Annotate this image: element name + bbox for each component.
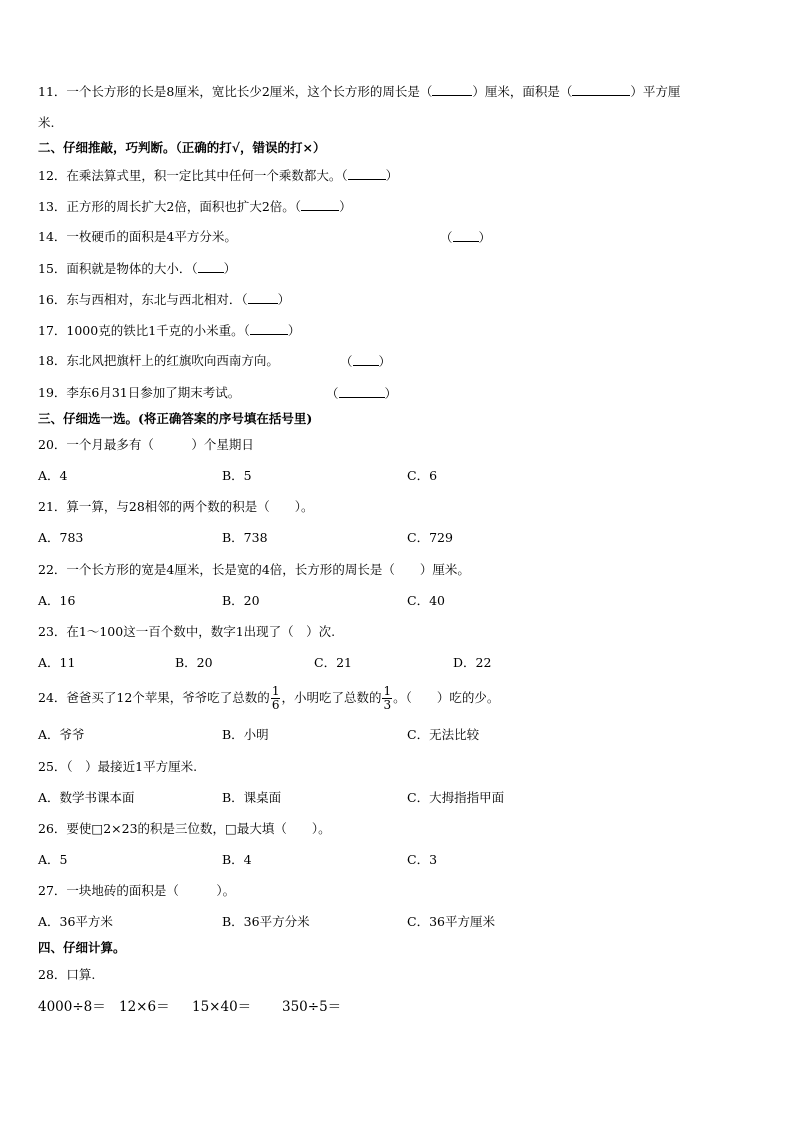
question-26: 26．要使□2×23的积是三位数，□最大填（ ）。 bbox=[38, 821, 331, 836]
question-23: 23．在1～100这一百个数中，数字1出现了（ ）次. bbox=[38, 624, 336, 639]
option-a[interactable]: A．爷爷 bbox=[38, 727, 85, 742]
option-b[interactable]: B．课桌面 bbox=[222, 790, 282, 805]
option-b[interactable]: B．20 bbox=[222, 593, 260, 608]
option-d[interactable]: D．22 bbox=[453, 655, 492, 670]
option-c[interactable]: C．36平方厘米 bbox=[407, 914, 495, 929]
question-14-bracket: （ ） bbox=[440, 230, 492, 245]
question-11: 11．一个长方形的长是8厘米，宽比长少2厘米，这个长方形的周长是（ ）厘米，面积是（ ）平方厘 bbox=[38, 84, 681, 99]
option-c[interactable]: C．无法比较 bbox=[407, 727, 480, 742]
answer-blank[interactable] bbox=[301, 197, 339, 211]
option-b[interactable]: B．4 bbox=[222, 852, 252, 867]
answer-blank[interactable] bbox=[348, 166, 386, 180]
option-c[interactable]: C．6 bbox=[407, 468, 438, 483]
option-a[interactable]: A．11 bbox=[38, 655, 76, 670]
option-c[interactable]: C．大拇指指甲面 bbox=[407, 790, 505, 805]
option-a[interactable]: A．数学书课本面 bbox=[38, 790, 135, 805]
answer-blank[interactable] bbox=[453, 228, 479, 242]
option-a[interactable]: A．4 bbox=[38, 468, 68, 483]
mental-math-item: 15×40＝ bbox=[192, 999, 252, 1015]
option-b[interactable]: B．5 bbox=[222, 468, 252, 483]
option-b[interactable]: B．20 bbox=[175, 655, 213, 670]
question-11-continuation: 米. bbox=[38, 115, 55, 130]
option-c[interactable]: C．729 bbox=[407, 530, 453, 545]
option-a[interactable]: A．783 bbox=[38, 530, 84, 545]
answer-blank[interactable] bbox=[572, 82, 630, 96]
answer-blank[interactable] bbox=[339, 384, 385, 398]
question-22: 22．一个长方形的宽是4厘米，长是宽的4倍，长方形的周长是（ ）厘米。 bbox=[38, 562, 470, 577]
section-4-title: 四、仔细计算。 bbox=[38, 940, 126, 955]
question-21: 21．算一算，与28相邻的两个数的积是（ ）。 bbox=[38, 499, 314, 514]
answer-blank[interactable] bbox=[432, 82, 472, 96]
option-a[interactable]: A．5 bbox=[38, 852, 68, 867]
question-13: 13．正方形的周长扩大2倍，面积也扩大2倍。（ ） bbox=[38, 199, 352, 214]
mental-math-item: 12×6＝ bbox=[119, 999, 170, 1015]
question-19-bracket: （ ） bbox=[326, 386, 398, 401]
option-b[interactable]: B．36平方分米 bbox=[222, 914, 310, 929]
option-a[interactable]: A．36平方米 bbox=[38, 914, 113, 929]
option-b[interactable]: B．小明 bbox=[222, 727, 269, 742]
question-20: 20．一个月最多有（ ）个星期日 bbox=[38, 437, 254, 452]
question-16: 16．东与西相对，东北与西北相对．（ ） bbox=[38, 292, 291, 307]
question-28: 28．口算. bbox=[38, 967, 96, 982]
question-17: 17．1000克的铁比1千克的小米重。（ ） bbox=[38, 323, 301, 338]
question-24: 24．爸爸买了12个苹果，爷爷吃了总数的 $\frac{1}{6}$ ，小明吃了总数的 $\frac{1}{3}$ 。（ ）吃的少。 bbox=[38, 684, 500, 712]
fraction-one-third: $\frac{1}{3}$ bbox=[383, 684, 392, 712]
question-18: 18．东北风把旗杆上的红旗吹向西南方向。 bbox=[38, 353, 279, 368]
question-15: 15．面积就是物体的大小．（ ） bbox=[38, 261, 237, 276]
answer-blank[interactable] bbox=[250, 321, 288, 335]
question-27: 27．一块地砖的面积是（ ）。 bbox=[38, 883, 236, 898]
option-c[interactable]: C．21 bbox=[314, 655, 352, 670]
question-12: 12．在乘法算式里，积一定比其中任何一个乘数都大。（ ） bbox=[38, 168, 399, 183]
option-a[interactable]: A．16 bbox=[38, 593, 76, 608]
section-2-title: 二、仔细推敲，巧判断。（正确的打√，错误的打×） bbox=[38, 140, 326, 155]
option-c[interactable]: C．40 bbox=[407, 593, 445, 608]
option-b[interactable]: B．738 bbox=[222, 530, 268, 545]
mental-math-item: 350÷5＝ bbox=[282, 999, 342, 1015]
question-18-bracket: （ ） bbox=[340, 354, 392, 369]
answer-blank[interactable] bbox=[248, 290, 278, 304]
fraction-one-sixth: $\frac{1}{6}$ bbox=[271, 684, 280, 712]
answer-blank[interactable] bbox=[198, 259, 224, 273]
answer-blank[interactable] bbox=[353, 352, 379, 366]
question-19: 19．李东6月31日参加了期末考试。 bbox=[38, 385, 241, 400]
option-c[interactable]: C．3 bbox=[407, 852, 438, 867]
mental-math-item: 4000÷8＝ bbox=[38, 999, 106, 1015]
question-14: 14．一枚硬币的面积是4平方分米。 bbox=[38, 229, 237, 244]
question-25: 25．（ ）最接近1平方厘米. bbox=[38, 759, 198, 774]
section-3-title: 三、仔细选一选。(将正确答案的序号填在括号里) bbox=[38, 411, 313, 426]
